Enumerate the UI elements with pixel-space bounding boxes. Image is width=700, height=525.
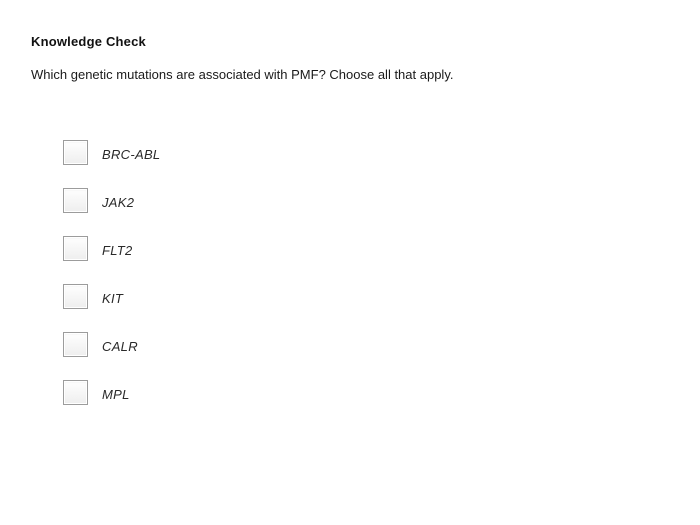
option-jak2[interactable] xyxy=(63,188,160,236)
option-label: MPL xyxy=(102,387,130,402)
option-label: KIT xyxy=(102,291,124,306)
option-mpl[interactable] xyxy=(63,380,160,428)
option-flt2[interactable] xyxy=(63,236,160,284)
option-label: CALR xyxy=(102,339,138,354)
checkbox-calr[interactable] xyxy=(63,332,88,357)
option-label: JAK2 xyxy=(102,195,135,210)
checkbox-jak2[interactable] xyxy=(63,188,88,213)
checkbox-kit[interactable] xyxy=(63,284,88,309)
option-calr[interactable] xyxy=(63,332,160,380)
option-label: BRC-ABL xyxy=(102,147,161,162)
checkbox-flt2[interactable] xyxy=(63,236,88,261)
checkbox-brc-abl[interactable] xyxy=(63,140,88,165)
page-title: Knowledge Check xyxy=(31,34,146,49)
checkbox-mpl[interactable] xyxy=(63,380,88,405)
option-label: FLT2 xyxy=(102,243,133,258)
option-brc-abl[interactable] xyxy=(63,140,160,188)
question-text: Which genetic mutations are associated with PMF? Choose all that apply. xyxy=(31,67,454,82)
answer-options-list xyxy=(63,140,160,428)
option-kit[interactable] xyxy=(63,284,160,332)
